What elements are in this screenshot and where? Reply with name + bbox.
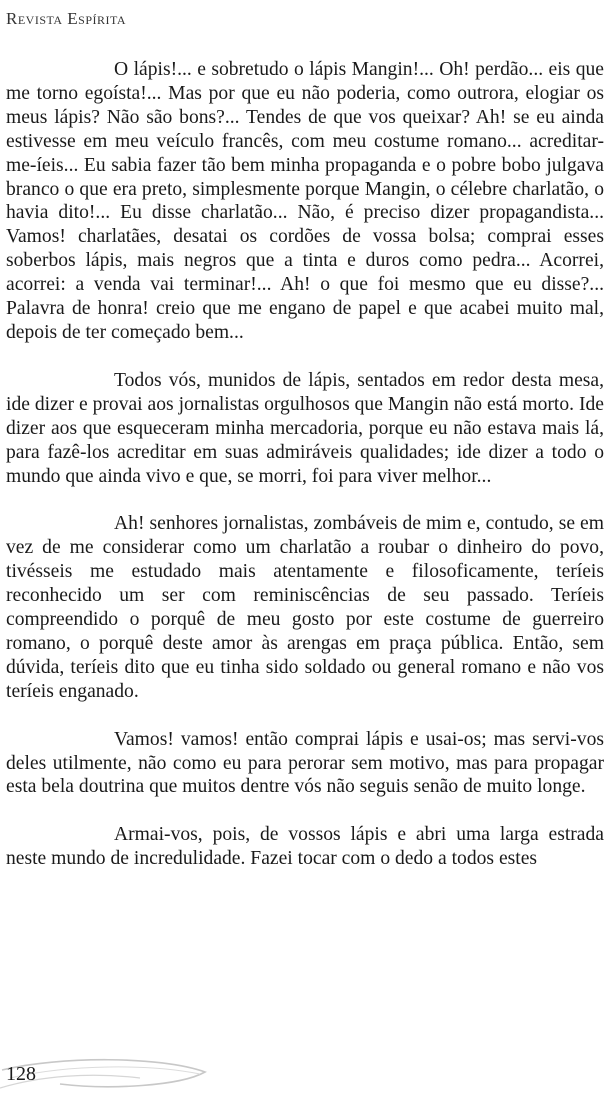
paragraph-3: Ah! senhores jornalistas, zombáveis de mim e, contudo, se em vez de me considerar como um charlatão a roubar o dinheiro do povo, tivésseis me estudado mais atentamente e filosoficamente, teríeis reconhecido um ser com reminiscências de seu passado. Teríeis compreendido o porquê de meu gosto por este costume de guerreiro romano, o porquê deste amor às arengas em praça pública. Então, sem dúvida, teríeis dito que eu tinha sido soldado ou general romano e não vos teríeis enganado.: [6, 513, 604, 702]
body-text: [6, 58, 604, 871]
paragraph-5: Armai-vos, pois, de vossos lápis e abri uma larga estrada neste mundo de incredulidade. Fazei tocar com o dedo a todos estes: [6, 824, 604, 870]
paragraph-4: Vamos! vamos! então comprai lápis e usai-os; mas servi-vos deles utilmente, não como eu para perorar sem motivo, mas para propagar esta bela doutrina que muitos dentre vós não seguis senão de muito longe.: [6, 728, 604, 798]
page-number: 128: [6, 1063, 36, 1085]
paragraph-2: Todos vós, munidos de lápis, sentados em redor desta mesa, ide dizer e provai aos jornalistas orgulhosos que Mangin não está morto. Ide dizer aos que esqueceram minha mercadoria, porque eu não estava mais lá, para fazê-los acreditar em suas admiráveis qualidades; ide dizer a todo o mundo que ainda vivo e que, se morri, foi para viver melhor...: [6, 369, 604, 487]
running-header: Revista Espírita: [6, 9, 127, 28]
paragraph-1: O lápis!... e sobretudo o lápis Mangin!... Oh! perdão... eis que me torno egoísta!... Mas por que eu não poderia, como outrora, elogiar os meus lápis? Não são bons?... Tendes de que vos queixar? Ah! se eu ainda estivesse em meu veículo francês, com meu costume romano... acreditar-me-íeis... Eu sabia fazer tão bem minha propaganda e o pobre bobo julgava branco o que era preto, simplesmente porque Mangin, o célebre charlatão, o havia dito!... Eu disse charlatão... Não, é preciso dizer propagandista... Vamos! charlatães, desatai os cordões de vossa bolsa; comprai esses soberbos lápis, mais negros que a tinta e duros como pedra... Acorrei, acorrei: a venda vai terminar!... Ah! o que foi mesmo que eu disse?... Palavra de honra! creio que me engano de papel e que acabei muito mal, depois de ter começado bem...: [6, 59, 604, 343]
